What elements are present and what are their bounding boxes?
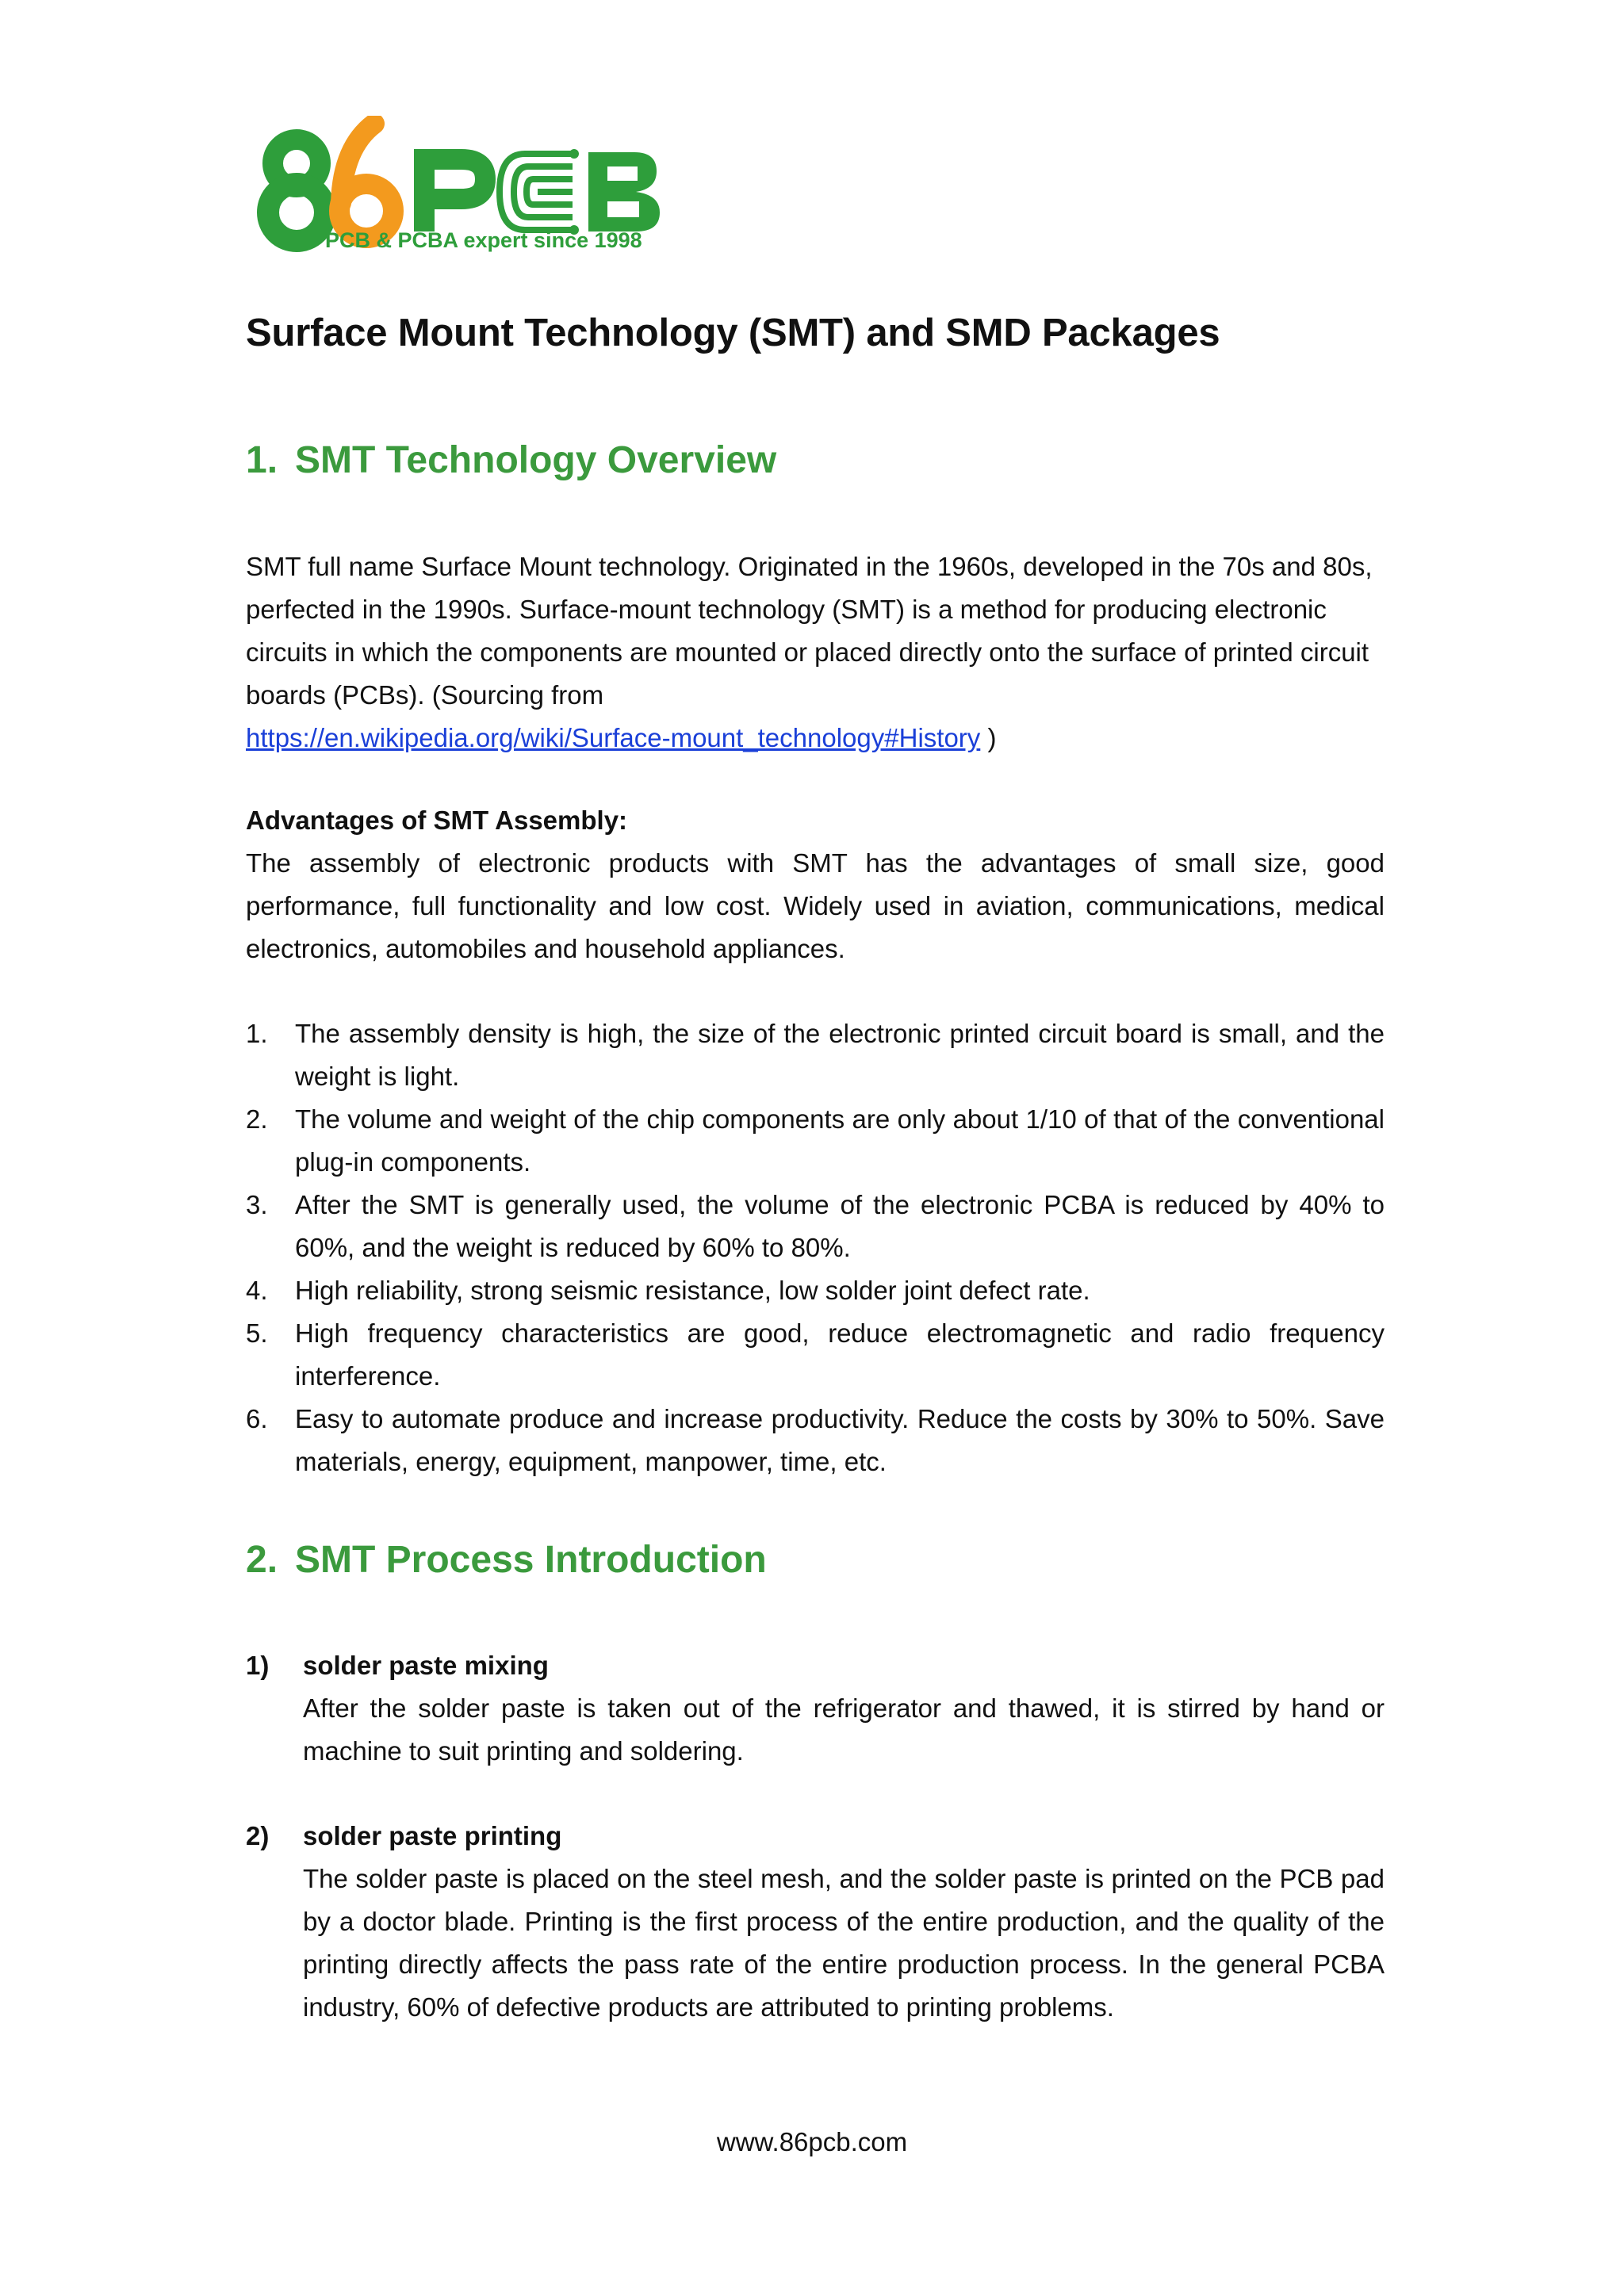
list-item-text: Easy to automate produce and increase productivity. Reduce the costs by 30% to 50%. Save materials, energy, equipment, manpower, time, etc. xyxy=(295,1404,1385,1476)
list-item-text: After the SMT is generally used, the volume of the electronic PCBA is reduced by 40% to 60%, and the weight is reduced by 60% to 80%. xyxy=(295,1190,1385,1262)
advantages-text: The assembly of electronic products with SMT has the advantages of small size, good performance, full functionality and low cost. Widely used in aviation, communications, medical electronics, automobiles and household appliances. xyxy=(246,848,1385,963)
link-closing: ) xyxy=(980,723,997,752)
process-step xyxy=(246,1644,1385,1773)
advantages-list xyxy=(246,1012,1385,1483)
list-marker: 4. xyxy=(246,1276,268,1305)
step-number: 2) xyxy=(246,1821,270,1850)
list-marker: 2. xyxy=(246,1104,268,1134)
intro-text: SMT full name Surface Mount technology. Originated in the 1960s, developed in the 70s and 80s, perfected in the 1990s. Surface-mount technology (SMT) is a method for producing electronic circuits in which the components are mounted or placed directly onto the surface of printed circuit boards (PCBs). (Sourcing from xyxy=(246,552,1373,710)
company-logo xyxy=(255,116,668,262)
section-2-number: 2. xyxy=(246,1539,278,1581)
section-1-heading xyxy=(246,438,776,482)
step-title: solder paste printing xyxy=(303,1821,562,1850)
advantages-label: Advantages of SMT Assembly: xyxy=(246,806,628,835)
section-2-heading xyxy=(246,1538,767,1582)
list-marker: 5. xyxy=(246,1318,268,1348)
section-1-title: SMT Technology Overview xyxy=(295,439,777,481)
list-item xyxy=(246,1269,1385,1312)
list-item-text: The volume and weight of the chip components are only about 1/10 of that of the conventional plug-in components. xyxy=(295,1104,1385,1177)
list-marker: 6. xyxy=(246,1404,268,1433)
step-number: 1) xyxy=(246,1651,270,1680)
document-title: Surface Mount Technology (SMT) and SMD Packages xyxy=(246,312,1220,354)
section-1-number: 1. xyxy=(246,439,278,481)
list-item xyxy=(246,1184,1385,1269)
step-body: The solder paste is placed on the steel mesh, and the solder paste is printed on the PCB pad by a doctor blade. Printing is the first process of the entire production, and the quality of the printing directly affects the pass rate of the entire production process. In the general PCBA industry, 60% of defective products are attributed to printing problems. xyxy=(303,1864,1385,2022)
list-item xyxy=(246,1098,1385,1184)
logo-tagline: PCB & PCBA expert since 1998 xyxy=(325,228,642,252)
process-step xyxy=(246,1815,1385,2029)
list-marker: 1. xyxy=(246,1019,268,1048)
list-marker: 3. xyxy=(246,1190,268,1219)
section-2-title: SMT Process Introduction xyxy=(295,1539,767,1581)
wikipedia-link[interactable]: https://en.wikipedia.org/wiki/Surface-mount_technology#History xyxy=(246,723,981,752)
list-item xyxy=(246,1012,1385,1098)
list-item-text: High reliability, strong seismic resistance, low solder joint defect rate. xyxy=(295,1276,1090,1305)
section-1-intro xyxy=(246,545,1385,760)
step-body: After the solder paste is taken out of the refrigerator and thawed, it is stirred by hand or machine to suit printing and soldering. xyxy=(303,1693,1385,1766)
list-item-text: High frequency characteristics are good, reduce electromagnetic and radio frequency interference. xyxy=(295,1318,1385,1391)
page-footer: www.86pcb.com xyxy=(716,2127,908,2156)
list-item xyxy=(246,1398,1385,1483)
list-item-text: The assembly density is high, the size of the electronic printed circuit board is small, and the weight is light. xyxy=(295,1019,1385,1091)
list-item xyxy=(246,1312,1385,1398)
step-title: solder paste mixing xyxy=(303,1651,549,1680)
